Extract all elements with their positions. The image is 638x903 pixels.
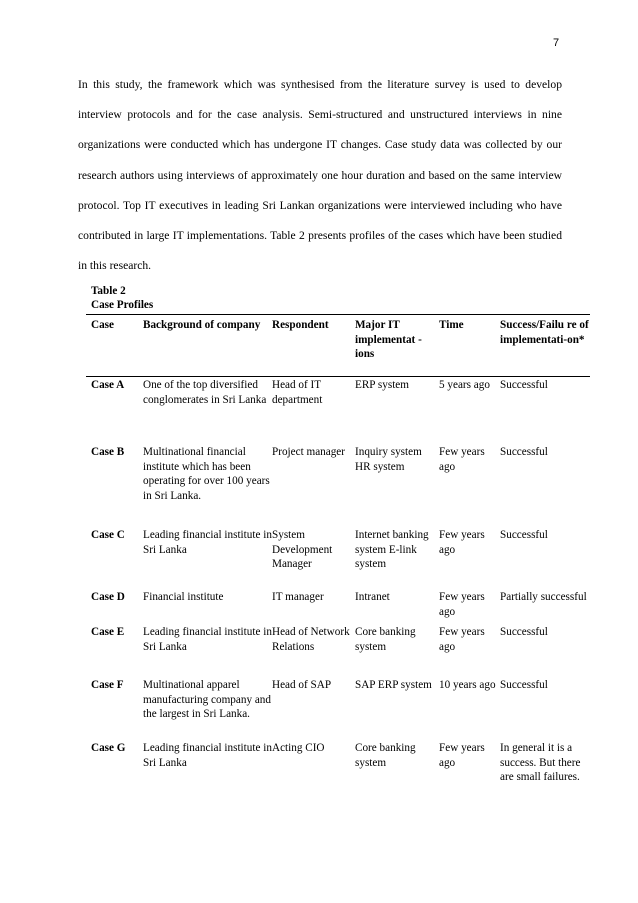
body-paragraph: In this study, the framework which was synthesised from the literature survey is used to develop interview protocols and for the case analysis. Semi-structured and unstructured interviews in nine organizations were conducted which has undergone IT changes. Case study data was collected by our research authors using interviews of approximately one hour duration and based on the same interview protocol. Top IT executives in leading Sri Lankan organizations were interviewed including who have contributed in large IT implementations. Table 2 presents profiles of the cases which have been studied in this research.: [78, 78, 562, 273]
cell-case: Case F: [91, 679, 124, 691]
table-title: Case Profiles: [91, 299, 154, 311]
header-case: Case: [91, 319, 114, 331]
case-profiles-table: [86, 318, 590, 801]
cell-background: Financial institute: [143, 591, 224, 603]
header-time: Time: [439, 319, 464, 331]
table-top-rule: [86, 314, 590, 315]
header-success: Success/Failu re of implementati-on*: [500, 319, 589, 346]
cell-background: Leading financial institute in Sri Lanka: [143, 529, 272, 556]
cell-case: Case A: [91, 379, 125, 391]
table-row: [86, 625, 590, 678]
cell-success: Successful: [500, 626, 548, 638]
cell-time: Few years ago: [439, 529, 485, 556]
cell-case: Case C: [91, 529, 125, 541]
cell-respondent: Project manager: [272, 446, 345, 458]
cell-respondent: Acting CIO: [272, 742, 325, 754]
cell-respondent: Head of Network Relations: [272, 626, 350, 653]
header-major-it: Major IT implementat -ions: [355, 319, 422, 361]
cell-success: Successful: [500, 446, 548, 458]
cell-major-it: Internet banking system E-link system: [355, 529, 429, 571]
cell-background: One of the top diversified conglomerates in Sri Lanka: [143, 379, 267, 406]
table-label: Table 2: [91, 285, 126, 297]
cell-case: Case G: [91, 742, 126, 754]
cell-major-it: Inquiry system HR system: [355, 446, 422, 473]
table-row: [86, 678, 590, 741]
table-row: [86, 528, 590, 590]
cell-success: Successful: [500, 679, 548, 691]
cell-major-it: SAP ERP system: [355, 679, 432, 691]
cell-background: Multinational financial institute which has been operating for over 100 years in Sri Lanka.: [143, 446, 270, 502]
table-row: [86, 741, 590, 801]
cell-success: In general it is a success. But there are small failures.: [500, 742, 581, 784]
cell-respondent: IT manager: [272, 591, 324, 603]
cell-time: Few years ago: [439, 626, 485, 653]
cell-background: Leading financial institute in Sri Lanka: [143, 742, 272, 769]
table-caption: [91, 284, 153, 312]
cell-major-it: Intranet: [355, 591, 390, 603]
table-row: [86, 378, 590, 445]
cell-respondent: System Development Manager: [272, 529, 333, 571]
cell-background: Multinational apparel manufacturing company and the largest in Sri Lanka.: [143, 679, 271, 721]
table-header-row: [86, 318, 590, 378]
cell-case: Case D: [91, 591, 125, 603]
page-number: 7: [553, 37, 560, 49]
table-row: [86, 445, 590, 528]
cell-major-it: Core banking system: [355, 626, 416, 653]
header-respondent: Respondent: [272, 319, 329, 331]
cell-case: Case E: [91, 626, 125, 638]
cell-major-it: Core banking system: [355, 742, 416, 769]
cell-major-it: ERP system: [355, 379, 409, 391]
cell-time: Few years ago: [439, 742, 485, 769]
cell-success: Partially successful: [500, 591, 587, 603]
cell-background: Leading financial institute in Sri Lanka: [143, 626, 272, 653]
cell-time: Few years ago: [439, 591, 485, 618]
cell-success: Successful: [500, 379, 548, 391]
cell-time: 5 years ago: [439, 379, 490, 391]
header-background: Background of company: [143, 319, 261, 331]
cell-time: Few years ago: [439, 446, 485, 473]
cell-respondent: Head of SAP: [272, 679, 332, 691]
cell-time: 10 years ago: [439, 679, 496, 691]
cell-respondent: Head of IT department: [272, 379, 323, 406]
table-row: [86, 590, 590, 625]
cell-success: Successful: [500, 529, 548, 541]
cell-case: Case B: [91, 446, 125, 458]
